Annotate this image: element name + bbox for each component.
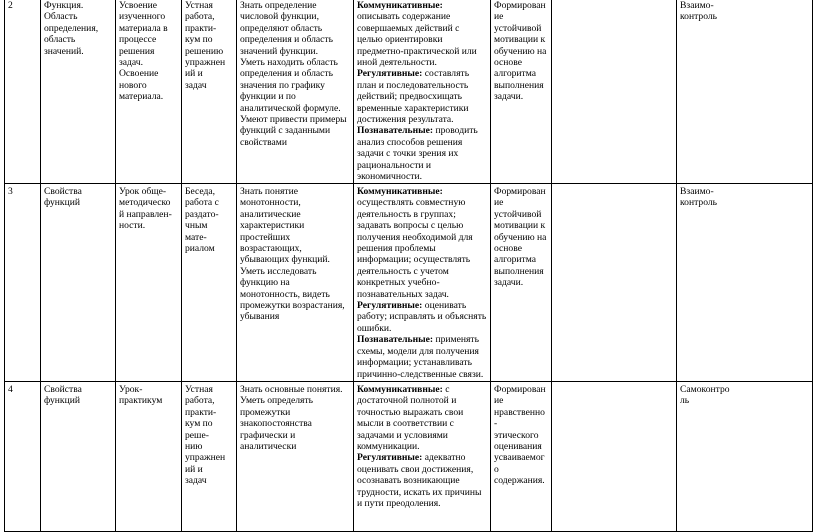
personal-results: Формирован ие устойчивой мотивации к обучению на основе алгоритма выполнения задачи. xyxy=(491,0,552,184)
uud-cell xyxy=(354,382,491,532)
uud-item xyxy=(357,334,487,380)
subject-results: Знать определение числовой функции, определяют область определения и область значений функции. Уметь находить область определения и область значения по графику функции и по аналитической формуле. Умеют привести примеры функций с заданными свойствами xyxy=(237,0,354,184)
uud-item xyxy=(357,68,487,125)
uud-item xyxy=(357,384,487,452)
control-form: Взаимо- контроль xyxy=(677,184,813,382)
uud-text: осуществлять совместную деятельность в группах; задавать вопросы с целью получения необходимой для решения проблемы информации; осуществлять деятельность с учетом конкретных учебно-познавательных задач. xyxy=(357,197,473,300)
uud-text: составлять план и последовательность действий; предвосхищать временные характеристики достижения результата. xyxy=(357,68,470,126)
notes-cell xyxy=(552,184,677,382)
lesson-type: Урок- практикум xyxy=(116,382,182,532)
activity-form: Беседа, работа с раздато- чным мате- риалом xyxy=(182,184,237,382)
uud-cell xyxy=(354,184,491,382)
uud-text: адекватно оценивать свои достижения, осознавать возникающие трудности, искать их причины и пути преодоления. xyxy=(357,452,482,510)
lesson-type: Усвоение изученного материала в процессе решения задач. Освоение нового материала. xyxy=(116,0,182,184)
table-row xyxy=(5,184,813,382)
uud-label: Коммуникативные: xyxy=(357,384,443,395)
subject-results: Знать понятие монотонности, аналитические характеристики простейших возрастающих, убывающих функций. Уметь исследовать функцию на монотонность, видеть промежутки возрастания, убывания xyxy=(237,184,354,382)
uud-label: Коммуникативные: xyxy=(357,186,443,197)
uud-label: Регулятивные: xyxy=(357,68,423,80)
uud-text: с достаточной полнотой и точностью выражать свои мысли в соответствии с задачами и условиями коммуникации. xyxy=(357,384,464,453)
table-row xyxy=(5,382,813,532)
activity-form: Устная работа, практи- кум по решению упражнен ий и задач xyxy=(182,0,237,184)
uud-label: Познавательные: xyxy=(357,334,434,346)
row-number: 2 xyxy=(5,0,41,184)
uud-item xyxy=(357,0,487,68)
subject-results: Знать основные понятия. Уметь определять промежутки знакопостоянства графически и аналитически xyxy=(237,382,354,532)
row-number: 3 xyxy=(5,184,41,382)
uud-text: проводить анализ способов решения задачи с точки зрения их рациональности и экономичности. xyxy=(357,125,478,183)
row-number: 4 xyxy=(5,382,41,532)
uud-label: Регулятивные: xyxy=(357,452,423,464)
uud-text: оценивать работу; исправлять и объяснять ошибки. xyxy=(357,300,487,334)
notes-cell xyxy=(552,382,677,532)
uud-item xyxy=(357,125,487,182)
table-row xyxy=(5,0,813,184)
uud-item xyxy=(357,300,487,334)
lesson-plan-table xyxy=(4,0,813,532)
uud-text: описывать содержание совершаемых действий с целью ориентировки предметно-практической или иной деятельности. xyxy=(357,11,477,69)
uud-label: Коммуникативные: xyxy=(357,0,443,11)
uud-cell xyxy=(354,0,491,184)
control-form: Взаимо- контроль xyxy=(677,0,813,184)
activity-form: Устная работа, практи- кум по реше- нию упражнен ий и задач xyxy=(182,382,237,532)
uud-item xyxy=(357,452,487,509)
personal-results: Формирован ие нравственно- этического оценивания усваиваемого содержания. xyxy=(491,382,552,532)
uud-label: Регулятивные: xyxy=(357,300,423,312)
uud-label: Познавательные: xyxy=(357,125,434,137)
notes-cell xyxy=(552,0,677,184)
uud-text: применять схемы, модели для получения информации; устанавливать причинно-следственные связи. xyxy=(357,334,484,380)
uud-item xyxy=(357,186,487,300)
lesson-type: Урок обще- методическо й направлен- ности. xyxy=(116,184,182,382)
lesson-topic: Свойства функций xyxy=(41,382,116,532)
control-form: Самоконтро ль xyxy=(677,382,813,532)
lesson-topic: Функция. Область определения, область значений. xyxy=(41,0,116,184)
personal-results: Формирован ие устойчивой мотивации к обучению на основе алгоритма выполнения задачи. xyxy=(491,184,552,382)
lesson-topic: Свойства функций xyxy=(41,184,116,382)
